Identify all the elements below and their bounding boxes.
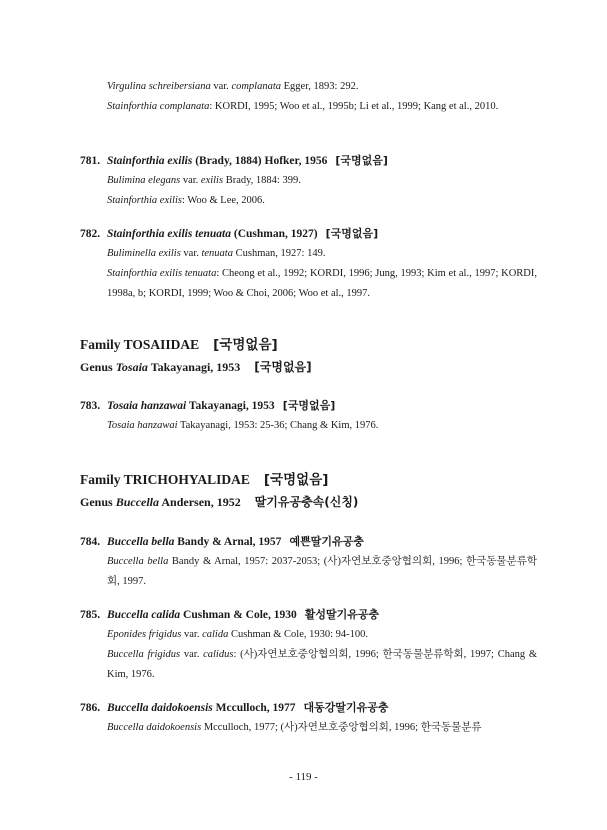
family-title: Family TRICHOHYALIDAE [국명없음] <box>80 472 329 488</box>
top-references <box>0 77 607 117</box>
reference-line: Buliminella exilis var. tenuata Cushman, 1927: 149. <box>107 248 326 259</box>
species-heading: 786. Buccella daidokoensis Mcculloch, 1977 대동강딸기유공충 <box>80 701 389 714</box>
family-title: Family TOSAIIDAE [국명없음] <box>80 337 278 353</box>
reference-line: Stainforthia exilis tenuata: Cheong et al., 1992; KORDI, 1996; Jung, 1993; Kim et al., 1997; KORDI, 1998a, b; KORDI, 1999; Woo & Choi, 2006; Woo et al., 1997. <box>107 268 538 299</box>
species-entry-785 <box>0 605 607 685</box>
reference-line: Virgulina schreibersiana var. complanata Egger, 1893: 292. <box>107 81 359 92</box>
species-entry-784 <box>0 532 607 592</box>
species-heading: 781. Stainforthia exilis (Brady, 1884) Hofker, 1956 [국명없음] <box>80 154 388 167</box>
species-heading: 783. Tosaia hanzawai Takayanagi, 1953 [국명없음] <box>80 399 336 412</box>
species-entry-782 <box>0 224 607 304</box>
species-heading: 784. Buccella bella Bandy & Arnal, 1957 예쁜딸기유공충 <box>80 535 364 548</box>
reference-line: Buccella daidokoensis Mcculloch, 1977; (사)자연보호중앙협의회, 1996; 한국동물분류 <box>107 722 482 733</box>
genus-title: Genus Tosaia Takayanagi, 1953 [국명없음] <box>80 360 312 374</box>
species-heading: 785. Buccella calida Cushman & Cole, 1930 활성딸기유공충 <box>80 608 380 621</box>
reference-line: Tosaia hanzawai Takayanagi, 1953: 25-36; Chang & Kim, 1976. <box>107 420 379 431</box>
species-entry-786 <box>0 698 607 738</box>
reference-line: Buccella frigidus var. calidus: (사)자연보호중앙협의회, 1996; 한국동물분류학회, 1997; Chang & Kim, 1976. <box>107 649 538 680</box>
family-heading-tosaiidae <box>0 334 607 378</box>
genus-title: Genus Buccella Andersen, 1952 딸기유공충속(신칭) <box>80 495 359 509</box>
species-entry-783 <box>0 396 607 436</box>
species-entry-781 <box>0 151 607 211</box>
reference-line: Eponides frigidus var. calida Cushman & Cole, 1930: 94-100. <box>107 629 369 640</box>
reference-line: Stainforthia complanata: KORDI, 1995; Woo et al., 1995b; Li et al., 1999; Kang et al., 2010. <box>107 101 499 112</box>
page-number: - 119 - <box>289 771 318 783</box>
species-heading: 782. Stainforthia exilis tenuata (Cushman, 1927) [국명없음] <box>80 227 379 240</box>
reference-line: Buccella bella Bandy & Arnal, 1957: 2037-2053; (사)자연보호중앙협의회, 1996; 한국동물분류학회, 1997. <box>107 556 537 587</box>
reference-line: Bulimina elegans var. exilis Brady, 1884: 399. <box>107 175 301 186</box>
family-heading-trichohyalidae <box>0 469 607 513</box>
reference-line: Stainforthia exilis: Woo & Lee, 2006. <box>107 195 265 206</box>
